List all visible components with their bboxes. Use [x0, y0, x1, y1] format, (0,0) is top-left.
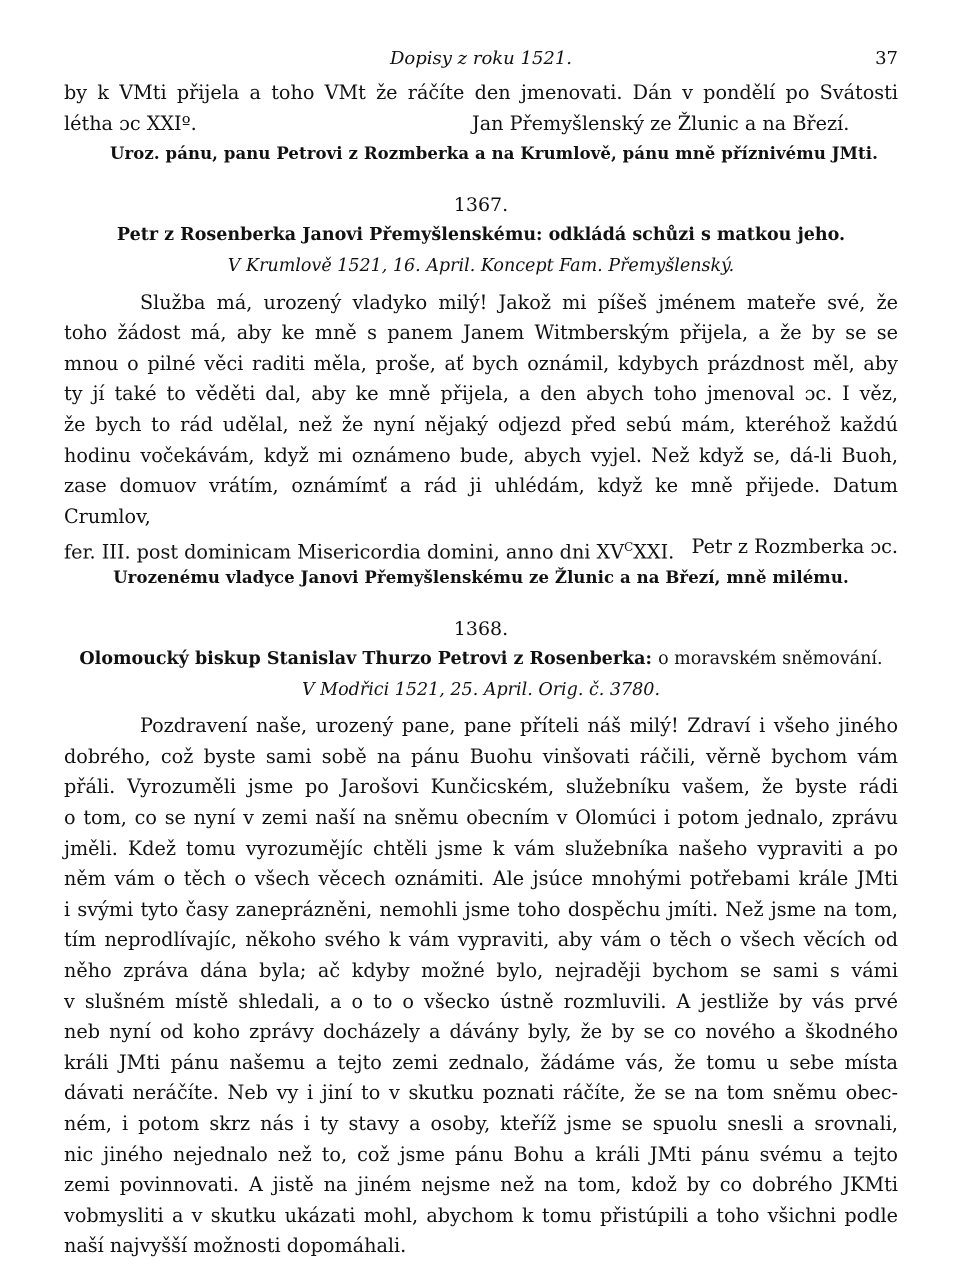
text-line: dobrého, což byste sami sobě na pánu Buohu vinšovati ráčili, věrně bychom vám — [64, 744, 898, 768]
text-line: dávati neráčíte. Neb vy i jiní to v skutku poznati ráčíte, že se na tom sněmu obec- — [64, 1081, 898, 1105]
text-line: naší najvyšší možnosti dopomáhali. — [64, 1234, 407, 1258]
text-line: nic jiného nejednalo než to, což jsme pánu Bohu a králi JMti pánu svému a tejto — [64, 1142, 898, 1166]
letter-date: létha ɔc XXIº. — [64, 111, 197, 135]
running-title: Dopisy z roku 1521. — [389, 48, 573, 69]
text-line: Služba má, urozený vladyko milý! Jakož mi píšeš jménem mateře své, že — [140, 290, 898, 314]
letter-signature: Jan Přemyšlenský ze Žlunic a na Březí. — [472, 111, 850, 135]
text-line: něm vám o těch o všech věcech oznámiti. Ale jsúce mnohými potřebami krále JMti — [64, 867, 898, 891]
closing-line — [64, 532, 898, 563]
document-summary — [64, 220, 898, 251]
text-line: ty jí také to věděti dal, aby ke mně přijela, a den abych toho jmenoval ɔc. I věz, — [64, 382, 898, 406]
letter-signature: Petr z Rozmberka ɔc. — [691, 535, 898, 559]
letter-date — [64, 532, 674, 568]
page-number: 37 — [875, 48, 898, 69]
text-line: zemi povinnovati. A jistě na jiném nejsme než na tom, kdož by co dobrého JKMti — [64, 1173, 898, 1197]
text-line: jměli. Kdež tomu vyrozumějíc chtěli jsme k vám služebníka našeho vypraviti a po — [64, 836, 898, 860]
text-line: že bych to rád udělal, než že nyní nějaký odjezd před sebú mám, kteréhož každú — [64, 412, 898, 436]
running-header — [64, 44, 898, 76]
text-line: ném, i potom skrz nás i ty stavy a osoby, kteříž jsme se spuolu snesli a srovnali, — [64, 1112, 898, 1135]
document-source: V Krumlově 1521, 16. April. Koncept Fam. Přemyšlenský. — [227, 255, 735, 276]
document-page — [64, 44, 898, 1262]
summary-subject: odkládá schůzi s matkou jeho. — [548, 225, 846, 246]
text-line: mnou o pilné věci raditi měla, proše, ať bych oznámil, kdybych prázdnost měl, aby — [64, 351, 898, 375]
text-line: neb nyní od koho zprávy docházely a dávány byly, že by se co nového a škodného — [64, 1020, 898, 1044]
text-line: Pozdravení naše, urozený pane, pane příteli náš milý! Zdraví i všeho jiného — [140, 714, 898, 738]
document-number: 1368. — [453, 617, 509, 640]
text-line: vobmysliti a v skutku ukázati mohl, abychom k tomu přistúpili a toho všichni podle — [64, 1203, 898, 1227]
date-signature-line — [64, 109, 898, 140]
text-line: toho žádost má, aby ke mně s panem Janem Witmberským přijela, a že by se se — [64, 321, 898, 345]
date-superscript: C — [624, 540, 634, 555]
letter-address: Urozenému vladyce Janovi Přemyšlenskému ze Žlunic a na Březí, mně milému. — [113, 567, 849, 587]
document-summary — [64, 644, 898, 675]
document-source: V Modřici 1521, 25. April. Orig. č. 3780. — [301, 679, 661, 700]
summary-subject: o moravském sněmování. — [658, 649, 883, 670]
summary-parties: Petr z Rosenberka Janovi Přemyšlenskému: — [116, 225, 543, 246]
date-text: fer. III. post dominicam Misericordia domini, anno dni XV — [64, 540, 625, 564]
text-line: o tom, co se nyní v zemi naší na sněmu obecním v Olomúci i potom jednalo, zprávu — [64, 806, 898, 830]
text-line: přáli. Vyrozuměli jsme po Jarošovi Kunčicském, služebníku vašem, že byste rádi — [64, 775, 898, 799]
summary-parties: Olomoucký biskup Stanislav Thurzo Petrovi z Rosenberka: — [79, 649, 652, 670]
document-number: 1367. — [453, 193, 509, 216]
text-line: i svými tyto časy zaneprázněni, nemohli jsme toho dospěchu jmíti. Než jsme na tom, — [64, 897, 898, 921]
text-line: by k VMti přijela a toho VMt že ráčíte den jmenovati. Dán v pondělí po Svátosti — [64, 81, 898, 104]
text-line: v slušném místě shledali, a o to o všecko ústně rozmluvili. A jestliže by vás prvé — [64, 989, 898, 1013]
text-line: zase domuov vrátím, oznámímť a rád ji uhlédám, když ke mně přijede. Datum Crumlov, — [64, 474, 898, 528]
text-line: něho zpráva dána byla; ač kdyby možné bylo, nejraději bychom se sami s vámi — [64, 959, 898, 983]
date-text-end: XXI. — [633, 540, 675, 564]
text-line: tím neprodlívajíc, někoho svého k vám vypraviti, aby vám o těch o všech věcích od — [64, 928, 898, 952]
letter-address: Uroz. pánu, panu Petrovi z Rozmberka a na Krumlově, pánu mně příznivému JMti. — [110, 144, 878, 164]
text-line: hodinu vočekávám, když mi oznámeno bude, abych vyjel. Než když se, dá-li Buoh, — [64, 443, 898, 467]
text-line: králi JMti pánu našemu a tejto zemi zednalo, žádáme vás, že tomu u sebe místa — [64, 1050, 898, 1074]
